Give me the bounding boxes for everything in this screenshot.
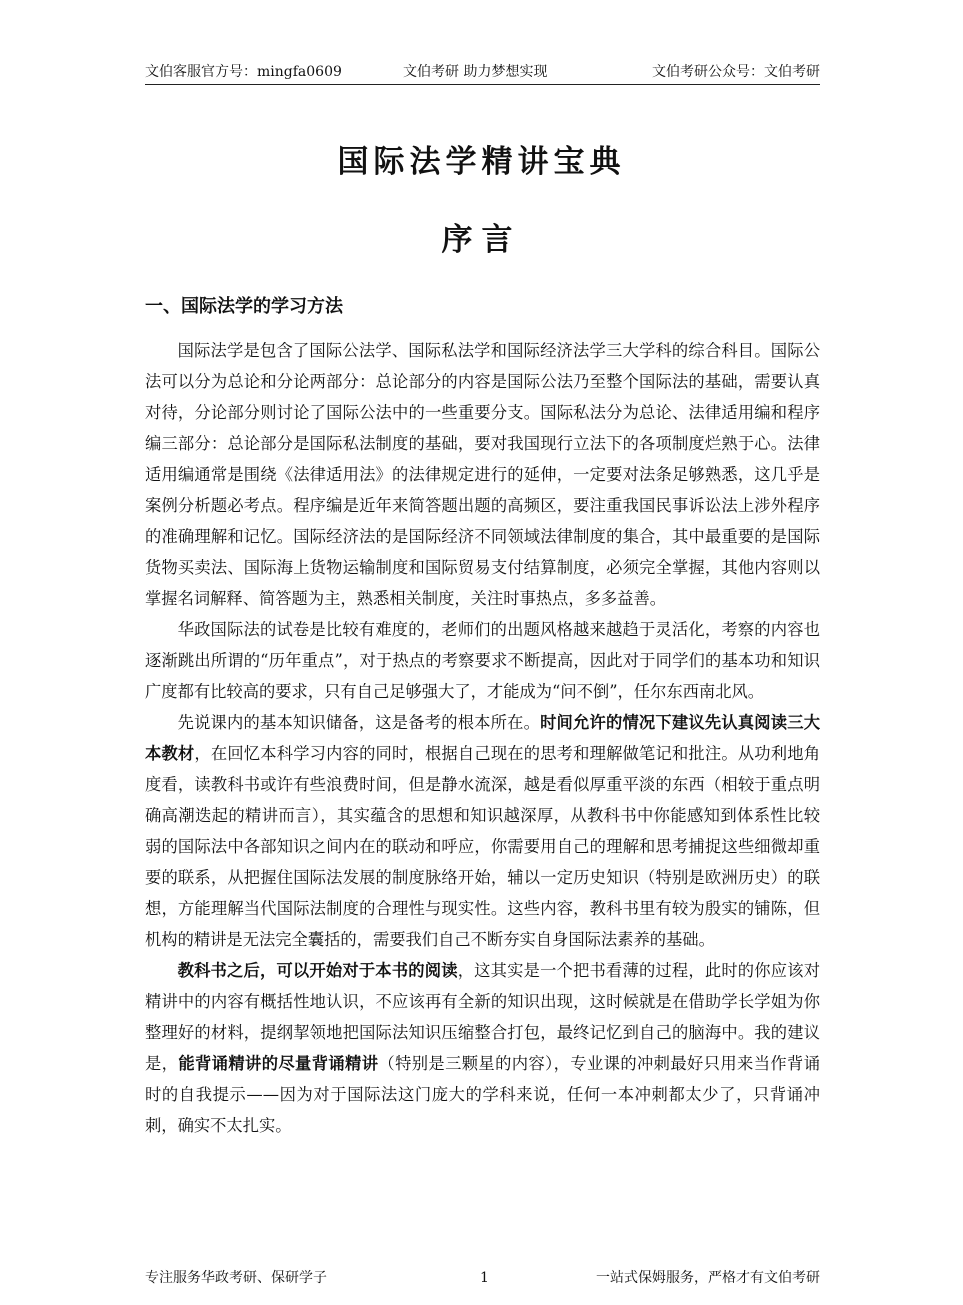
page-number: 1 (480, 1270, 489, 1286)
header-center-text: 文伯考研 助力梦想实现 (403, 64, 548, 80)
section-heading: 一、国际法学的学习方法 (145, 296, 343, 317)
paragraph-4-bold-2: 能背诵精讲的尽量背诵精讲 (178, 1054, 379, 1073)
paragraph-4-text-b: （特别是三颗星的内容），专业课的冲刺最好只用来当作背诵时的自我提示——因为对于国际法这门庞大的学科来说，任何一本冲刺都太少了，只背诵冲刺，确实不太扎实。 (145, 1054, 820, 1135)
footer-right-text: 一站式保姆服务，严格才有文伯考研 (596, 1270, 820, 1286)
body-text (145, 335, 820, 1141)
document-title: 国际法学精讲宝典 (337, 144, 626, 180)
page-footer (145, 1268, 820, 1290)
paragraph-2: 华政国际法的试卷是比较有难度的，老师们的出题风格越来越趋于灵活化，考察的内容也逐渐跳出所谓的“历年重点”，对于热点的考察要求不断提高，因此对于同学们的基本功和知识广度都有比较高的要求，只有自己足够强大了，才能成为“问不倒”，任尔东西南北风。 (145, 620, 820, 701)
paragraph-1: 国际法学是包含了国际公法学、国际私法学和国际经济法学三大学科的综合科目。国际公法可以分为总论和分论两部分：总论部分的内容是国际公法乃至整个国际法的基础，需要认真对待，分论部分则讨论了国际公法中的一些重要分支。国际私法分为总论、法律适用编和程序编三部分：总论部分是国际私法制度的基础，要对我国现行立法下的各项制度烂熟于心。法律适用编通常是围绕《法律适用法》的法律规定进行的延伸，一定要对法条足够熟悉，这几乎是案例分析题必考点。程序编是近年来简答题出题的高频区，要注重我国民事诉讼法上涉外程序的准确理解和记忆。国际经济法的是国际经济不同领域法律制度的集合，其中最重要的是国际货物买卖法、国际海上货物运输制度和国际贸易支付结算制度，必须完全掌握，其他内容则以掌握名词解释、简答题为主，熟悉相关制度，关注时事热点，多多益善。 (145, 341, 820, 608)
paragraph-4-text-a: ，这其实是一个把书看薄的过程，此时的你应该对精讲中的内容有概括性地认识，不应该再有全新的知识出现，这时候就是在借助学长学姐为你整理好的材料，提纲挈领地把国际法知识压缩整合打包，最终记忆到自己的脑海中。我的建议是， (145, 961, 820, 1073)
page-header (145, 62, 820, 85)
document-subtitle: 序言 (441, 222, 522, 258)
paragraph-3 (145, 707, 820, 955)
paragraph-3-bold: 时间允许的情况下建议先认真阅读三大本教材 (145, 713, 820, 763)
paragraph-4 (145, 955, 820, 1141)
header-right-text: 文伯考研公众号：文伯考研 (652, 64, 820, 80)
paragraph-4-bold-1: 教科书之后，可以开始对于本书的阅读 (177, 961, 458, 980)
header-left-text: 文伯客服官方号：mingfa0609 (145, 64, 342, 80)
paragraph-3-text-a: 先说课内的基本知识储备，这是备考的根本所在。 (177, 713, 541, 732)
footer-left-text: 专注服务华政考研、保研学子 (145, 1270, 327, 1286)
paragraph-3-text-b: ，在回忆本科学习内容的同时，根据自己现在的思考和理解做笔记和批注。从功利地角度看，读教科书或许有些浪费时间，但是静水流深，越是看似厚重平淡的东西（相较于重点明确高潮迭起的精讲而言），其实蕴含的思想和知识越深厚，从教科书中你能感知到体系性比较弱的国际法中各部知识之间内在的联动和呼应，你需要用自己的理解和思考捕捉这些细微却重要的联系，从把握住国际法发展的制度脉络开始，辅以一定历史知识（特别是欧洲历史）的联想，方能理解当代国际法制度的合理性与现实性。这些内容，教科书里有较为殷实的铺陈，但机构的精讲是无法完全囊括的，需要我们自己不断夯实自身国际法素养的基础。 (145, 744, 820, 949)
